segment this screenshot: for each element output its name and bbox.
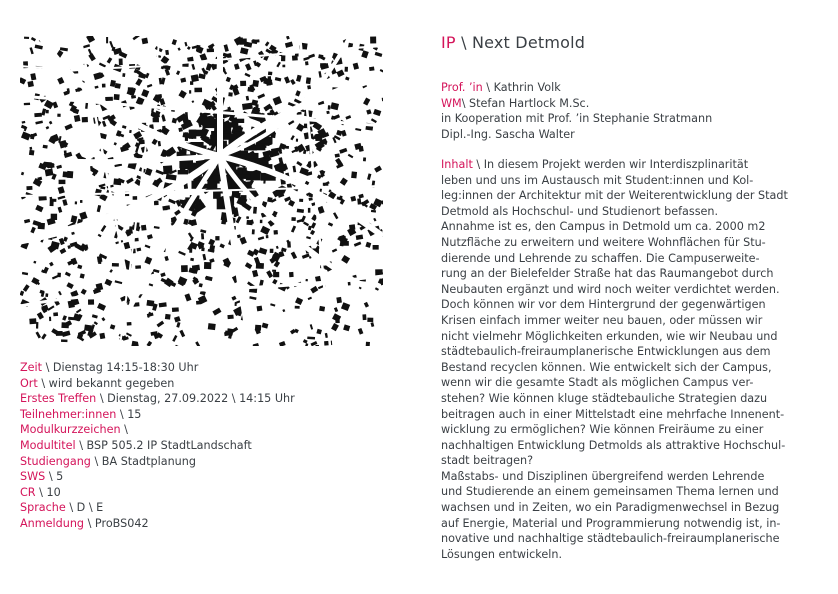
course-code: IP (441, 33, 456, 52)
meta-label: Ort (20, 376, 38, 390)
meta-label: Anmeldung (20, 516, 85, 530)
meta-label: Erstes Treffen (20, 392, 97, 406)
meta-value: \ 5 (45, 470, 64, 484)
building-block (181, 265, 188, 272)
building-block (363, 157, 366, 161)
content-line: nicht vielmehr Möglichkeiten erkunden, wie wir Neubau und (441, 329, 778, 343)
building-block (246, 153, 258, 159)
building-block (34, 113, 42, 117)
building-block (172, 307, 179, 312)
meta-value: \ (120, 423, 128, 437)
building-block (273, 272, 279, 277)
content-line: Annahme ist es, den Campus in Detmold um ca. 2000 m2 (441, 220, 766, 234)
building-block (49, 317, 51, 321)
building-block (163, 165, 173, 174)
content-line: stadt beitragen? (441, 454, 534, 468)
building-block (135, 265, 141, 269)
content-label: Inhalt (441, 158, 473, 171)
building-block (74, 115, 81, 122)
building-block (320, 63, 326, 68)
title-separator: \ (455, 33, 472, 52)
building-block (272, 270, 276, 272)
staff-name: Dipl.-Ing. Sascha Walter (441, 127, 575, 141)
building-block (134, 238, 138, 242)
meta-row (20, 516, 295, 532)
building-block (232, 191, 239, 195)
content-line: Bestand recyclen können. Wie entwickelt sich der Campus, (441, 360, 772, 374)
building-block (102, 84, 106, 88)
building-block (24, 37, 29, 39)
meta-row (20, 454, 295, 470)
building-block (225, 122, 238, 127)
meta-row (20, 360, 295, 376)
building-block (61, 339, 67, 342)
meta-value: \ ProBS042 (84, 516, 149, 530)
staff-role: Prof. ’in (441, 81, 483, 94)
content-line: nachhaltigen Entwicklung Detmolds als attraktive Hochschul- (441, 438, 786, 452)
building-block (304, 124, 307, 129)
staff-list (441, 80, 712, 142)
building-block (362, 314, 366, 320)
building-block (375, 269, 383, 275)
building-block (246, 220, 252, 225)
staff-line (441, 96, 712, 112)
building-block (189, 90, 191, 93)
building-block (146, 300, 154, 307)
building-block (274, 230, 278, 235)
meta-label: Modulkurzzeichen (20, 423, 121, 437)
meta-row (20, 438, 295, 454)
building-block (45, 293, 48, 297)
building-block (45, 168, 54, 176)
building-block (351, 171, 357, 178)
building-block (64, 150, 67, 154)
building-block (246, 216, 249, 219)
building-block (335, 318, 339, 323)
building-block (240, 81, 246, 86)
building-block (326, 111, 329, 114)
content-line: und Studierende an einem gemeinsamen Thema lernen und (441, 485, 779, 499)
building-block (122, 73, 125, 77)
building-block (141, 225, 147, 231)
content-line: leg:innen der Architektur mit der Weiterentwicklung der Stadt (441, 189, 788, 203)
content-line: städtebaulich-freiraumplanerische Entwicklungen aus dem (441, 345, 771, 359)
building-block (367, 318, 373, 322)
city-map-figure (20, 36, 383, 346)
building-block (56, 331, 63, 336)
content-line: Doch können wir vor dem Hintergrund der gegenwärtigen (441, 298, 766, 312)
content-line (441, 157, 811, 173)
building-block (289, 272, 294, 277)
project-title: Next Detmold (471, 33, 586, 52)
building-block (24, 103, 30, 106)
building-block (296, 139, 298, 142)
building-block (282, 65, 285, 68)
building-block (59, 180, 66, 184)
content-line: beitragen auch in einer Mittelstadt eine mehrfache Innenent- (441, 407, 785, 421)
meta-label: CR (20, 485, 36, 499)
content-text: \ In diesem Projekt werden wir Interdiszplinarität (472, 158, 749, 171)
building-block (305, 279, 308, 282)
meta-value: \ Dienstag 14:15-18:30 Uhr (42, 361, 199, 374)
content-line: wicklung zu ermöglichen? Wie können Freiräume zu einer (441, 423, 764, 437)
building-block (189, 130, 197, 139)
figure-ground-plan (20, 36, 383, 346)
meta-row (20, 422, 295, 438)
building-block (305, 61, 309, 65)
building-block (119, 58, 123, 65)
building-block (222, 133, 236, 140)
building-block (306, 77, 311, 84)
building-block (308, 208, 311, 213)
meta-row (20, 469, 295, 485)
building-block (178, 170, 188, 174)
building-block (270, 249, 274, 253)
content-line: Maßstabs- und Disziplinen übergreifend werden Lehrende (441, 469, 765, 483)
building-block (80, 200, 82, 203)
meta-label: Zeit (20, 361, 43, 374)
staff-role: WM (441, 96, 462, 110)
building-block (204, 262, 211, 269)
staff-line (441, 111, 712, 127)
staff-name: \ Kathrin Volk (482, 81, 561, 94)
building-block (227, 315, 233, 320)
page-title (441, 33, 585, 52)
building-block (29, 318, 36, 324)
building-block (194, 88, 202, 93)
building-block (369, 67, 374, 72)
building-block (291, 217, 296, 221)
building-block (190, 81, 193, 85)
building-block (68, 300, 75, 308)
content-line: novative und nachhaltige städtebaulich-freiraumplanerische (441, 532, 780, 546)
building-block (357, 198, 361, 204)
building-block (240, 195, 246, 201)
building-block (112, 263, 119, 267)
building-block (165, 314, 171, 320)
building-block (88, 299, 94, 304)
building-block (328, 105, 331, 109)
building-block (192, 265, 200, 271)
staff-line (441, 127, 712, 143)
building-block (319, 306, 325, 312)
building-block (221, 218, 226, 225)
building-block (307, 85, 311, 89)
building-block (299, 199, 303, 202)
building-block (133, 196, 138, 200)
meta-value: \ D \ E (65, 501, 104, 515)
building-block (287, 241, 291, 247)
meta-label: Teilnehmer:innen (20, 407, 117, 421)
content-line: dierende und Lehrende zu schaffen. Die Campuserweite- (441, 251, 760, 265)
building-block (105, 97, 113, 101)
building-block (281, 55, 285, 61)
building-block (370, 36, 376, 43)
staff-name: \ Stefan Hartlock M.Sc. (461, 96, 590, 110)
staff-name: in Kooperation mit Prof. ’in Stephanie Stratmann (441, 112, 713, 126)
course-meta (20, 360, 295, 532)
meta-value: \ 10 (35, 485, 61, 499)
building-block (345, 67, 348, 72)
building-block (257, 306, 263, 312)
building-block (240, 37, 243, 41)
meta-label: Sprache (20, 501, 66, 515)
building-block (98, 260, 101, 264)
building-block (53, 312, 58, 316)
building-block (106, 37, 108, 43)
meta-label: Modultitel (20, 438, 76, 452)
meta-label: SWS (20, 470, 46, 484)
meta-value: \ wird bekannt gegeben (37, 376, 175, 390)
building-block (99, 333, 105, 339)
building-block (260, 220, 263, 223)
building-block (267, 197, 272, 202)
content-line: rung an der Bielefelder Straße hat das Raumangebot durch (441, 267, 774, 281)
building-block (63, 171, 70, 177)
building-block (142, 38, 149, 45)
meta-value: \ 15 (116, 407, 142, 421)
content-line: Nutzfläche zu erweitern und weitere Wohnflächen für Stu- (441, 235, 766, 249)
content-line: wachsen und in Zeiten, wo ein Paradigmenwechsel in Bezug (441, 501, 780, 515)
building-block (215, 236, 219, 240)
building-block (252, 39, 258, 44)
building-block (253, 207, 257, 214)
building-block (228, 92, 232, 96)
building-block (114, 94, 120, 100)
content-line: Detmold als Hochschul- und Studienort befassen. (441, 204, 719, 218)
meta-value: \ BA Stadtplanung (90, 454, 196, 468)
building-block (165, 50, 169, 55)
content-line: stehen? Wie können kluge städtebauliche Strategien dazu (441, 391, 768, 405)
content-line: Krisen einfach immer weiter neu bauen, oder müssen wir (441, 313, 763, 327)
building-block (153, 117, 159, 122)
building-block (201, 233, 204, 239)
building-block (57, 273, 61, 278)
meta-row (20, 391, 295, 407)
building-block (295, 306, 300, 309)
meta-row (20, 376, 295, 392)
building-block (203, 116, 215, 128)
building-block (348, 282, 351, 286)
content-line: leben und uns im Austausch mit Student:innen und Kol- (441, 173, 754, 187)
building-block (366, 342, 370, 346)
building-block (75, 201, 77, 204)
meta-row (20, 407, 295, 423)
content-section (441, 157, 811, 562)
meta-row (20, 485, 295, 501)
building-block (26, 186, 32, 190)
building-block (46, 110, 49, 114)
building-block (252, 80, 259, 87)
building-block (373, 245, 379, 250)
content-line: auf Energie, Material und Programmierung notwendig ist, in- (441, 516, 781, 530)
building-block (315, 345, 319, 346)
building-block (266, 235, 269, 238)
meta-value: \ Dienstag, 27.09.2022 \ 14:15 Uhr (96, 392, 295, 406)
staff-line (441, 80, 712, 96)
building-block (243, 42, 246, 45)
content-line: Neubauten ergänzt und wird noch weiter verdichtet werden. (441, 282, 780, 296)
content-line: wenn wir die gesamte Stadt als möglichen Campus ver- (441, 376, 754, 390)
building-block (139, 140, 145, 145)
building-block (162, 115, 164, 118)
building-block (336, 297, 342, 303)
building-block (57, 114, 60, 117)
building-block (82, 117, 88, 123)
building-block (27, 81, 34, 87)
meta-row (20, 500, 295, 516)
meta-value: \ BSP 505.2 IP StadtLandschaft (75, 438, 252, 452)
building-block (268, 72, 272, 76)
building-block (185, 112, 188, 118)
building-block (36, 322, 38, 329)
building-block (127, 322, 132, 326)
building-block (154, 201, 159, 206)
building-block (252, 229, 255, 234)
meta-label: Studiengang (20, 454, 91, 468)
building-block (208, 323, 216, 330)
building-block (90, 166, 93, 170)
content-line: Lösungen entwickeln. (441, 547, 563, 561)
building-block (84, 325, 92, 332)
